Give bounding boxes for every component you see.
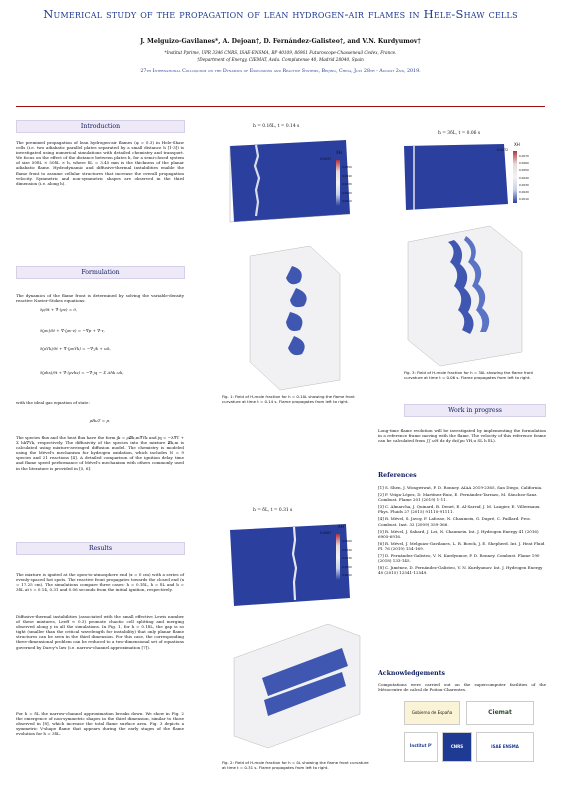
ack-text: Computations were carried out on the supercomputer facilities of the Mésocentre de calcul de Poitou-Charentes. (378, 682, 546, 693)
fig2-label: h = δL, t = 0.31 s (253, 508, 293, 513)
fig3-colorbar (513, 151, 517, 203)
fig3-cbar-ticks: 0.0070 0.0060 0.0050 0.0040 0.0030 0.0020 0.0010 (519, 154, 529, 202)
fig1-label: h = 0.1δL, t = 0.14 s (253, 124, 300, 129)
fig1-caption: Fig. 1: Field of H-mole fraction for h = 0.1δL showing the flame front curvature at time t = 0.14 s. Flame propagates from left to right. (222, 394, 355, 404)
logo-ciemat: Ciemat (466, 701, 534, 725)
formulation-text-3: The species flux and the heat flux have the form jk = ρ𝒟k,m∇Yk and jq = −λ∇T + Σ hk∇Yk, respectively. The diffusivity of the species into the mixture 𝒟k,m is calculated using mixture-averaged diffusion model. The chemistry is modeled using the Mével's mechanism for hydrogen oxidation, which includes N = 9 species and 21 reactions [4]. A detailed comparison of the ignition delay time and flame speed performance of Mével's mechanism with others commonly used in the literature is provided in [5, 6]. (16, 435, 184, 471)
fig2-cbar-title: XH (338, 524, 344, 529)
intro-text: The premixed propagation of lean hydrogen-air flames (φ = 0.3) in Hele-Shaw cells (i.e. two adiabatic parallel plates separated by a small distance h [1-3]) is investigated using numerical simulations with detailed chemistry and transport. We focus on the effect of the distance between plates h, for a semi-closed system of size 50δL × 50δL × h, where δL = 3.45 mm is the thickness of the planar adiabatic flame. Hydrodynamic and diffusive-thermal instabilities enable the flame front to assume cellular structures that increase the overall propagation velocity. Symmetric and non-symmetric shapes are observed in the third dimension (i.e. along h). (16, 140, 184, 186)
fig3-top-plot (392, 140, 532, 224)
ref-item: [2] F. Veiga-López, D. Martínez-Ruiz, E. Fernández-Tarrazo, M. Sánchez-Sanz. Combust. Flame 201 (2019) 1-11. (378, 492, 538, 503)
fig3-caption: Fig. 3: Field of H-mole fraction for h = 3δL showing the flame front curvature at time t = 0.06 s. Flame propagates from left to right. (404, 370, 534, 380)
header-rule (16, 106, 545, 107)
fig1-colorbar (336, 160, 340, 206)
fig1-3d-plot (240, 244, 350, 392)
conference-line: 27th International Colloquium on the Dynamics of Explosions and Reactive Systems, Beijing, China, July 28th - August 2nd, 2019. (140, 69, 421, 74)
work-text: Long-time flame evolution will be investigated by implementing the formulation in a reference frame moving with the flame. The velocity of this reference frame can be calculated from ∫∫ ωH dz dy dz/(ρu YH,u SL h δL). (378, 428, 546, 444)
fig2-colorbar (336, 534, 340, 580)
fig1-cbar-max: 0.0057 (320, 157, 332, 161)
results-text-3: For h = δL the narrow-channel approximation breaks down. We show in Fig. 2 the emergence of non-symmetric shapes in the third dimension, similar to those observed in [8], which increase the total flame surface area. Fig. 3 depicts a symmetric V-shape flame that appears during the early stages of the flame evolution for h = 3δL. (16, 711, 184, 737)
ref-item: [3] C. Almarcha, J. Quinard, B. Denet, E. Al-Sarraf, J. M. Laugier, E. Villermaux. Phys. Fluids 27 (2015) 91110-91111. (378, 504, 541, 515)
references-list (378, 485, 546, 577)
poster-title: Numerical study of the propagation of lean hydrogen-air flames in Hele-Shaw cells (43, 7, 518, 21)
logo-cnrs: CNRS (442, 732, 472, 762)
eq-state: ρRuT = p. (89, 418, 111, 423)
eq-species: ∂(ρYk)/∂t + ∇·(ρvYk) = −∇·jk + ωk, (40, 346, 112, 351)
logo-institut-p: Institut P' (404, 732, 438, 762)
logo-gobierno: Gobierno de España (404, 701, 460, 725)
results-text-1: The mixture is ignited at the open-to-atmosphere end (x = 0 cm) with a series of evenly-spaced hot spots. The reactive front propagates towards the closed end (x = 17.25 cm). The simulations compare three cases: h = 0.1δL, h = δL and h = 3δL at t = 0.14, 0.31 and 0.06 seconds from the initial ignition, respectively. (16, 572, 184, 593)
ref-item: [1] S. Shen, J. Wongwiwat, P. D. Ronney. AIAA 2019-2365, San Diego, California. (378, 485, 543, 490)
eq-continuity: ∂ρ/∂t + ∇·(ρv) = 0, (40, 307, 78, 312)
fig3-label: h = 3δL, t = 0.06 s (438, 131, 481, 136)
ref-item: [7] D. Fernández-Galisteo, V. N. Kurdyumov, P. D. Ronney. Combust. Flame 190 (2018) 133-145. (378, 553, 540, 564)
fig3-cbar-max: 0.0072 (497, 148, 509, 152)
references-heading: References (378, 472, 417, 479)
formulation-text-2: with the ideal gas equation of state: (16, 400, 90, 405)
affiliation-1: *Institut Pprime, UPR 3346 CNRS, ISAE-ENSMA, BP 40109, 86961 Futuroscope-Chasseneuil Cedex, France. (164, 50, 397, 55)
formulation-heading: Formulation (16, 266, 185, 279)
ref-item: [4] R. Mével, S. Javoy, F. Lafosse, N. Chaumeix, G. Dupré, C. Paillard. Proc. Combust. Inst. 32 (2009) 359-366. (378, 516, 532, 527)
work-heading: Work in progress (404, 404, 546, 417)
intro-heading: Introduction (16, 120, 185, 133)
ref-item: [6] R. Mével, J. Melguizo-Gavilanes, L. R. Boeck, J. E. Shepherd. Int. J. Heat Fluid Fl. 76 (2019) 154-169. (378, 540, 545, 551)
fig2-cbar-ticks: 0.0060 0.0040 0.0030 0.0020 0.0010 (342, 539, 352, 577)
fig3-3d-plot (400, 222, 530, 368)
ref-item: [8] C. Jiménez, D. Fernández-Galisteo, V. N. Kurdyumov. Int. J. Hydrogen Energy 40 (2015) 12541-12549. (378, 565, 543, 576)
fig2-3d-plot (228, 618, 368, 754)
eq-momentum: ∂(ρv)/∂t + ∇·(ρv·v) = −∇p + ∇·τ, (40, 328, 105, 333)
eq-energy: ∂(ρhs)/∂t + ∇·(ρvhs) = −∇·jq − Σ Δhk ωk, (40, 370, 124, 375)
logo-isae-ensma: ISAE ENSMA (476, 732, 534, 762)
fig2-caption: Fig. 2: Field of H-mole fraction for h = δL showing the flame front curvature at time t = 0.31 s. Flame propagates from left to right. (222, 760, 369, 770)
fig3-cbar-title: XH (514, 142, 520, 147)
fig1-cbar-ticks: 0.0050 0.0040 0.0030 0.0020 0.0010 (342, 165, 352, 203)
authors: J. Melguizo-Gavilanes*, A. Dejoan†, D. Fernández-Galisteo†, and V.N. Kurdyumov† (140, 38, 421, 45)
affiliation-2: †Department of Energy, CIEMAT, Avda. Complutense 40, Madrid 28040, Spain (197, 57, 364, 62)
fig2-cbar-max: 0.0067 (320, 531, 332, 535)
ref-item: [5] R. Mével, J. Sabard, J. Lei, N. Chaumeix. Int. J. Hydrogen Energy 41 (2016) 6905-6916. (378, 528, 539, 539)
fig1-cbar-title: XH (336, 150, 342, 155)
results-heading: Results (16, 542, 185, 555)
results-text-2: Diffusive-thermal instabilities (associated with the small effective Lewis number of these mixtures, Leeff ≈ 0.3) promote chaotic cell splitting and merging observed along y in all the simulations. In Fig. 1, for h = 0.1δL, the gap is so tight (smaller than the critical wavelength for instability) that only planar flame structures can be seen in the third dimension. For this case, the corresponding three-dimensional problem can be reduced to a two-dimensional set of equations governed by Darcy's law (i.e. narrow-channel approximation [7]). (16, 614, 184, 650)
ack-heading: Acknowledgements (378, 670, 446, 677)
formulation-text-1: The dynamics of the flame front is determined by solving the variable-density reactive Navier-Stokes equations: (16, 293, 184, 304)
